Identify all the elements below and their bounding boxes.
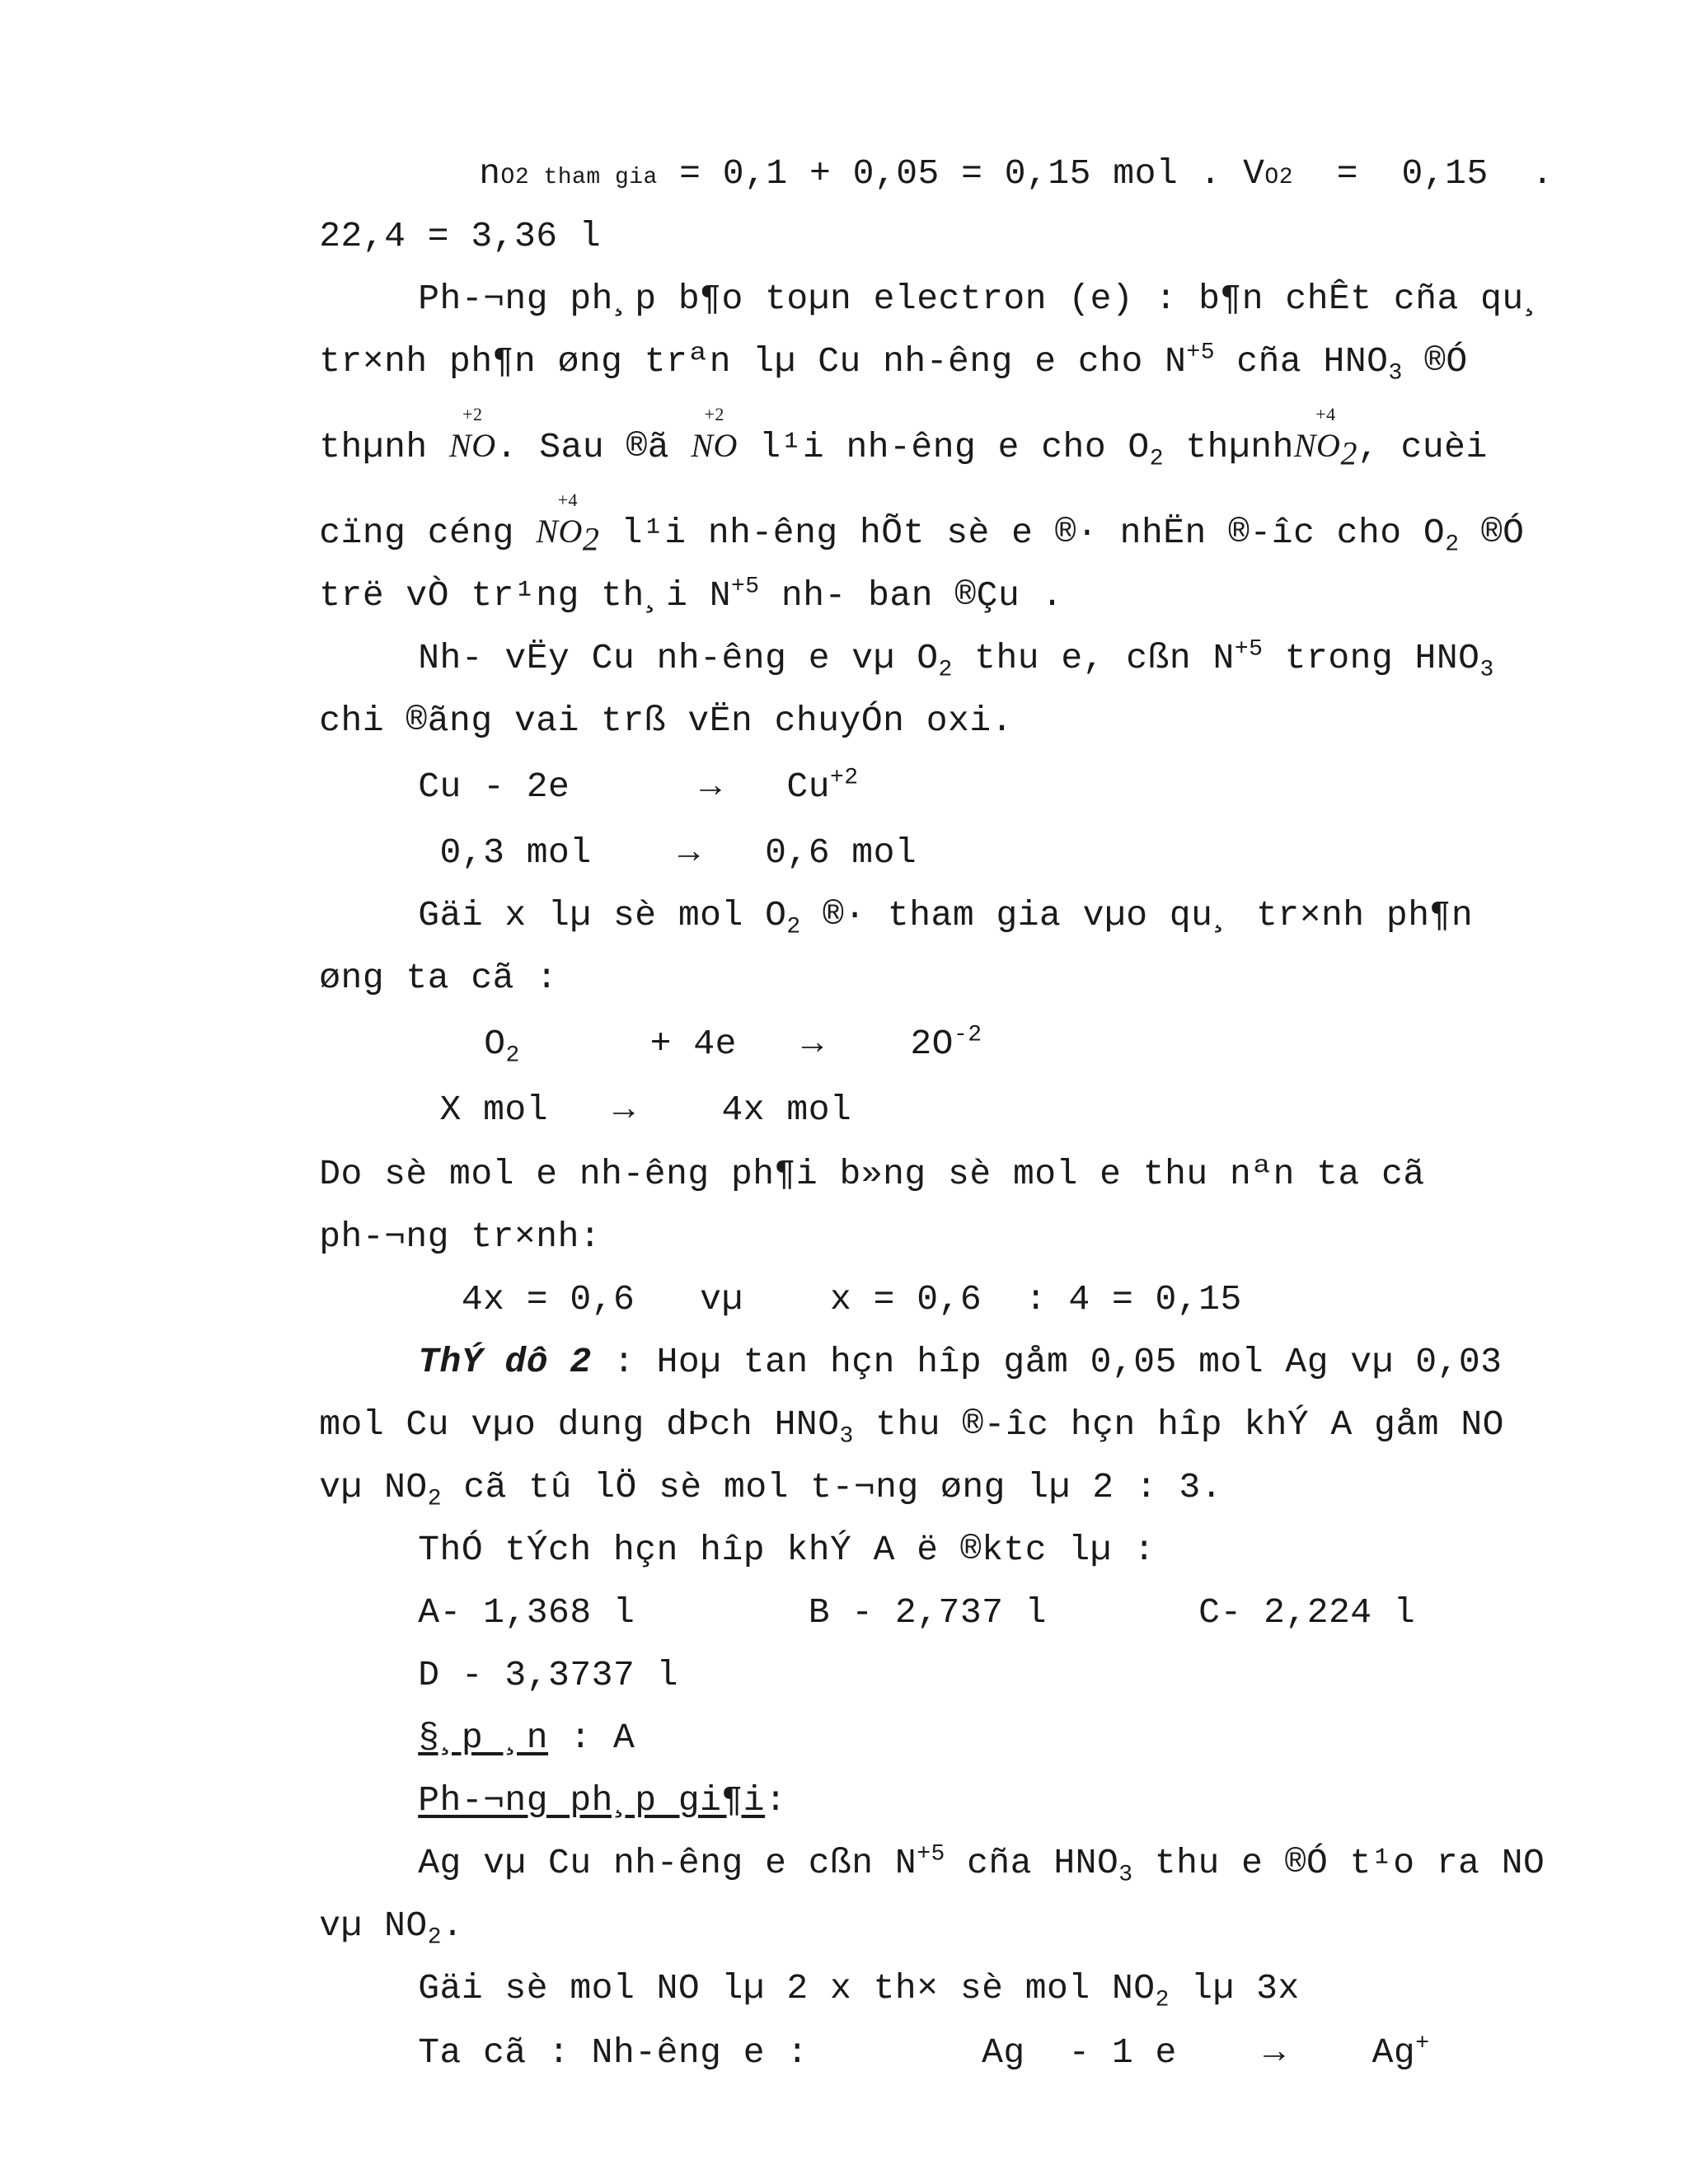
oxidation-state: +2	[462, 404, 483, 424]
text: : A	[548, 1718, 635, 1758]
text: .	[442, 1905, 464, 1946]
text: : Hoµ tan hçn hîp gåm 0,05 mol Ag vµ 0,03	[591, 1342, 1503, 1382]
text: 0,3 mol → 0,6 mol	[418, 832, 917, 873]
text: Ph-¬ng ph¸p b¶o toµn electron (e) : b¶n chÊt cña qu¸	[418, 279, 1546, 319]
text: O	[484, 1024, 506, 1064]
text: tr×nh ph¶n øng trªn lµ Cu nh-êng e cho N	[319, 341, 1187, 382]
formula-text: NO	[1293, 427, 1341, 464]
text: n	[479, 153, 501, 194]
text: Nh- vËy Cu nh-êng e vµ O	[418, 638, 939, 678]
formula-text: NO	[691, 427, 738, 464]
text: cã tû lÖ sè mol t-¬ng øng lµ 2 : 3.	[442, 1467, 1223, 1507]
text: D - 3,3737 l	[418, 1655, 678, 1695]
example-heading: ThÝ dô 2	[418, 1342, 592, 1382]
text: ®Ó	[1459, 513, 1525, 553]
subscript-text: 3	[839, 1423, 854, 1450]
text: + 4e → 2O	[519, 1024, 954, 1064]
superscript-text: +5	[1186, 340, 1215, 366]
subscript-text: 3	[1479, 657, 1494, 683]
subscript-text: O2	[1264, 165, 1294, 190]
text: Ta cã : Nh-êng e : Ag - 1 e → Ag	[418, 2032, 1416, 2073]
text: l¹i nh-êng hÕt sè e ®· nhËn ®-îc cho O	[599, 513, 1446, 553]
oxidation-formula-no	[449, 404, 496, 468]
subscript-text: 3	[1118, 1862, 1133, 1888]
text: chi ®ãng vai trß vËn chuyÓn oxi.	[319, 701, 1013, 741]
text: ThÓ tÝch hçn hîp khÝ A ë ®ktc lµ :	[418, 1530, 1156, 1570]
superscript-text: +5	[1234, 636, 1264, 663]
text: X mol → 4x mol	[418, 1090, 852, 1130]
subscript-text: 2	[1340, 434, 1357, 472]
subscript-text: 2	[1149, 446, 1165, 472]
answer-heading: §¸p ¸n	[418, 1718, 549, 1758]
text: ®Ó	[1402, 341, 1468, 382]
subscript-text: 2	[786, 914, 801, 940]
text: 22,4 = 3,36 l	[319, 216, 602, 256]
text: = 0,15 .	[1293, 153, 1554, 194]
text: ph-¬ng tr×nh:	[319, 1216, 602, 1257]
subscript-text: 2	[582, 520, 600, 558]
text: ®· tham gia vµo qu¸ tr×nh ph¶n	[800, 895, 1474, 935]
text: . Sau ®ã	[495, 427, 692, 467]
text: lµ 3x	[1169, 1968, 1300, 2008]
method-heading: Ph-¬ng ph¸p gi¶i	[418, 1780, 766, 1821]
superscript-text: +2	[830, 765, 859, 791]
text: vµ NO	[319, 1905, 428, 1946]
subscript-text: 2	[1155, 1987, 1170, 2013]
text: 4x = 0,6 vµ x = 0,6 : 4 = 0,15	[418, 1279, 1242, 1319]
text: Do sè mol e nh-êng ph¶i b»ng sè mol e thu nªn ta cã	[319, 1154, 1425, 1194]
subscript-text: O2 tham gia	[500, 165, 658, 190]
subscript-text: 2	[427, 1486, 443, 1512]
text: thu e ®Ó t¹o ra NO	[1132, 1843, 1545, 1883]
text: A- 1,368 l B - 2,737 l C- 2,224 l	[418, 1592, 1416, 1633]
text: thµnh	[319, 427, 450, 467]
subscript-text: 3	[1388, 360, 1403, 387]
text: l¹i nh-êng e cho O	[737, 427, 1150, 467]
formula-text: NO	[449, 427, 496, 464]
text: Gäi sè mol NO lµ 2 x th× sè mol NO	[418, 1968, 1156, 2008]
subscript-text: 2	[938, 657, 953, 683]
oxidation-formula-no2	[1293, 404, 1357, 472]
superscript-text: -2	[953, 1022, 982, 1048]
superscript-text: +	[1415, 2031, 1430, 2057]
text: Gäi x lµ sè mol O	[418, 895, 787, 935]
subscript-text: 2	[1445, 532, 1460, 558]
superscript-text: +5	[731, 574, 760, 600]
text: nh- ban ®Çu .	[759, 575, 1063, 616]
text: , cuèi	[1357, 427, 1488, 467]
text: cïng céng	[319, 513, 537, 553]
text: trë vÒ tr¹ng th¸i N	[319, 575, 731, 616]
equation-line-ag	[331, 1991, 1430, 2115]
formula-text: NO	[536, 513, 583, 550]
text: cña HNO	[945, 1843, 1119, 1883]
text: cña HNO	[1215, 341, 1389, 382]
oxidation-formula-no	[691, 404, 738, 468]
text: trong HNO	[1263, 638, 1480, 678]
text: :	[765, 1780, 787, 1821]
text: vµ NO	[319, 1467, 428, 1507]
text: = 0,1 + 0,05 = 0,15 mol . V	[657, 153, 1265, 194]
subscript-text: 2	[427, 1924, 443, 1951]
oxidation-state: +4	[557, 490, 579, 510]
text: mol Cu vµo dung dÞch HNO	[319, 1404, 840, 1445]
text: Cu - 2e → Cu	[418, 766, 830, 807]
oxidation-state: +4	[1315, 404, 1336, 424]
text: øng ta cã :	[319, 958, 558, 998]
text: thu ®-îc hçn hîp khÝ A gåm NO	[853, 1404, 1504, 1445]
superscript-text: +5	[917, 1841, 945, 1868]
oxidation-state: +2	[704, 404, 724, 424]
text: thµnh	[1164, 427, 1294, 467]
text: thu e, cßn N	[952, 638, 1235, 678]
text-line-27	[331, 1802, 1545, 1925]
subscript-text: 2	[505, 1043, 520, 1069]
text: Ag vµ Cu nh-êng e cßn N	[418, 1843, 917, 1883]
